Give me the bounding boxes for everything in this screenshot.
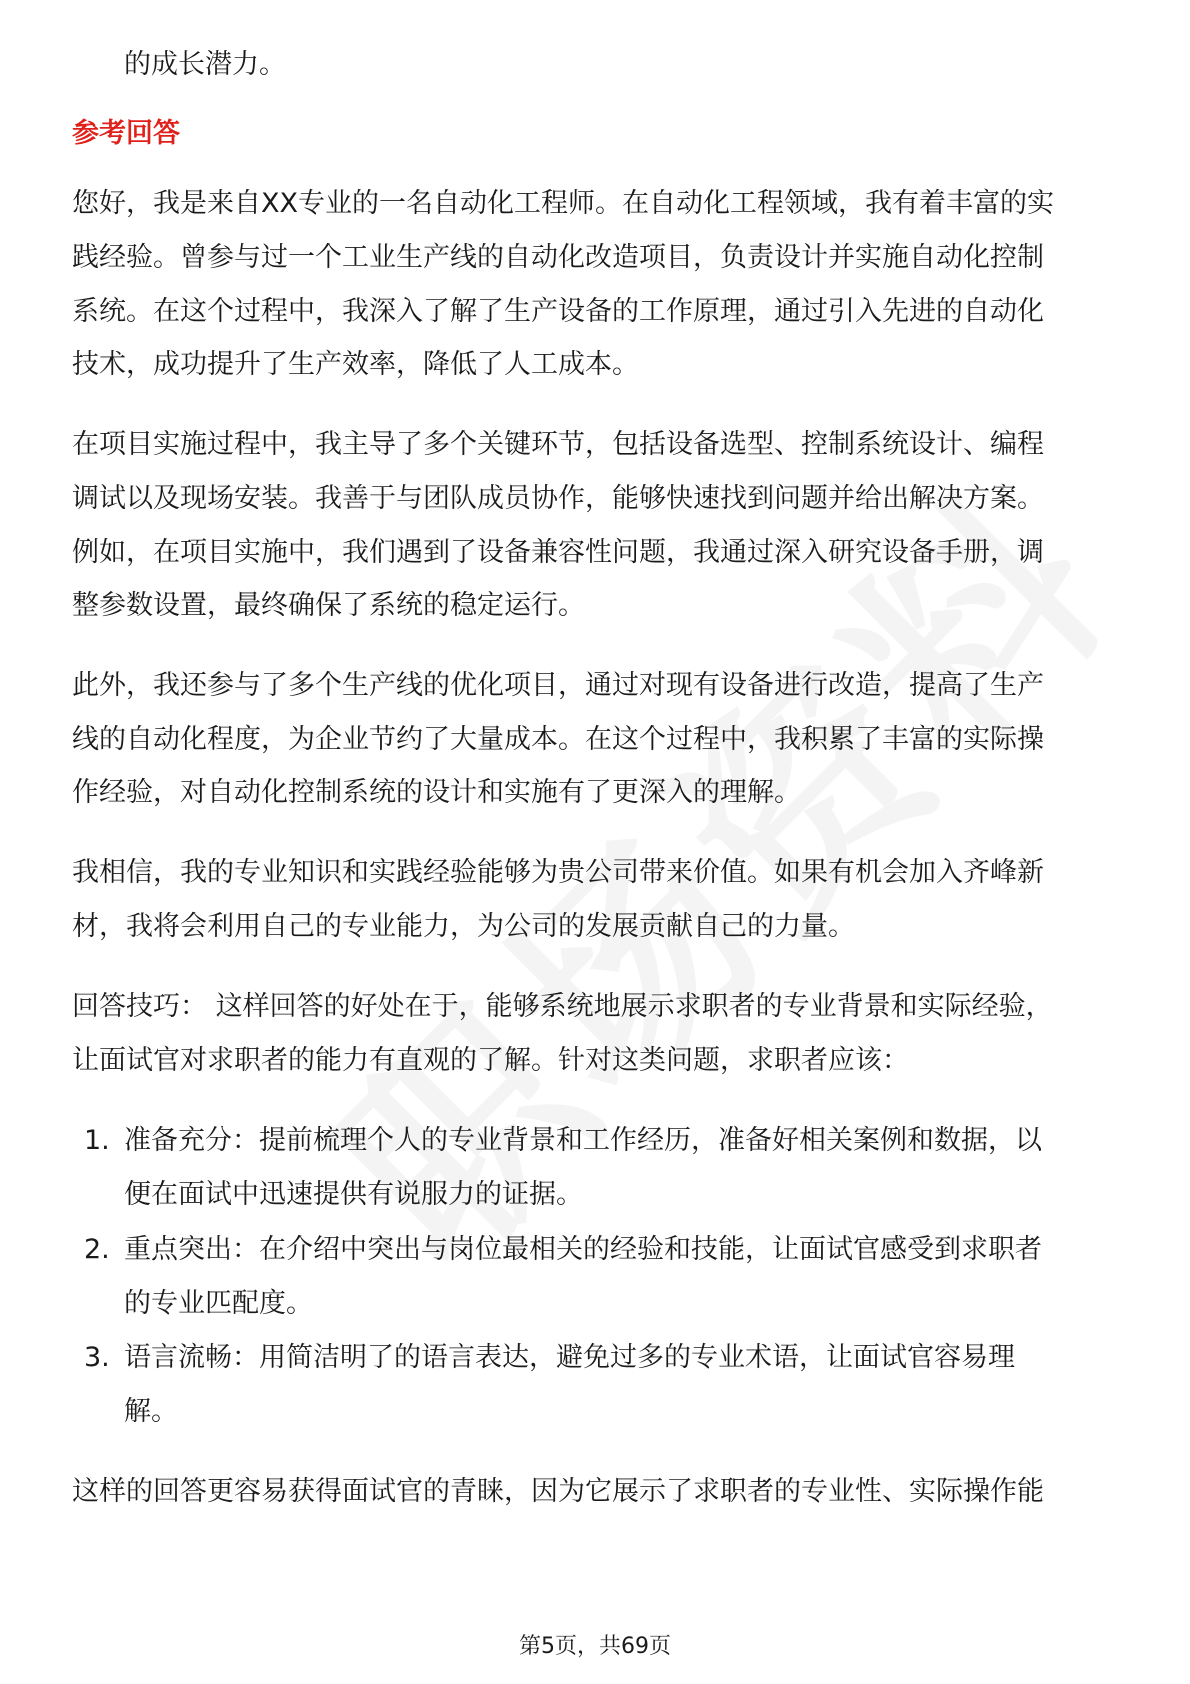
list-item-line: 解。 [124, 1396, 178, 1427]
paragraph-line: 材，我将会利用自己的专业能力，为公司的发展贡献自己的力量。 [72, 911, 855, 942]
list-item-line: 准备充分：提前梳理个人的专业背景和工作经历，准备好相关案例和数据，以 [124, 1125, 1042, 1156]
list-number: 2. [84, 1234, 110, 1265]
paragraph-line: 在项目实施过程中，我主导了多个关键环节，包括设备选型、控制系统设计、编程 [72, 429, 1044, 460]
section-heading: 参考回答 [72, 118, 180, 149]
paragraph-line: 线的自动化程度，为企业节约了大量成本。在这个过程中，我积累了丰富的实际操 [72, 724, 1044, 755]
closing-line: 这样的回答更容易获得面试官的青睐，因为它展示了求职者的专业性、实际操作能 [72, 1476, 1044, 1507]
list-number: 3. [84, 1342, 110, 1373]
paragraph-line: 调试以及现场安装。我善于与团队成员协作，能够快速找到问题并给出解决方案。 [72, 483, 1044, 514]
paragraph-line: 整参数设置，最终确保了系统的稳定运行。 [72, 590, 585, 621]
list-number: 1. [84, 1125, 110, 1156]
paragraph-line: 让面试官对求职者的能力有直观的了解。针对这类问题，求职者应该： [72, 1045, 909, 1076]
paragraph-line: 作经验，对自动化控制系统的设计和实施有了更深入的理解。 [72, 777, 801, 808]
page-number: 第5页，共69页 [519, 1634, 671, 1659]
paragraph-line: 系统。在这个过程中，我深入了解了生产设备的工作原理，通过引入先进的自动化 [72, 296, 1044, 327]
paragraph-line: 您好，我是来自XX专业的一名自动化工程师。在自动化工程领域，我有着丰富的实 [72, 188, 1054, 219]
paragraph-line: 我相信，我的专业知识和实践经验能够为贵公司带来价值。如果有机会加入齐峰新 [72, 857, 1044, 888]
list-item-line: 便在面试中迅速提供有说服力的证据。 [124, 1179, 583, 1210]
continuation-line: 的成长潜力。 [124, 49, 286, 80]
list-item-line: 语言流畅：用简洁明了的语言表达，避免过多的专业术语，让面试官容易理 [124, 1342, 1015, 1373]
paragraph-line: 技术，成功提升了生产效率，降低了人工成本。 [72, 349, 639, 380]
list-item-line: 的专业匹配度。 [124, 1288, 313, 1319]
paragraph-line: 例如，在项目实施中，我们遇到了设备兼容性问题，我通过深入研究设备手册，调 [72, 537, 1044, 568]
paragraph-line: 此外，我还参与了多个生产线的优化项目，通过对现有设备进行改造，提高了生产 [72, 670, 1044, 701]
paragraph-line: 回答技巧： 这样回答的好处在于，能够系统地展示求职者的专业背景和实际经验， [72, 991, 1053, 1022]
list-item-line: 重点突出：在介绍中突出与岗位最相关的经验和技能，让面试官感受到求职者 [124, 1234, 1042, 1265]
paragraph-line: 践经验。曾参与过一个工业生产线的自动化改造项目，负责设计并实施自动化控制 [72, 242, 1044, 273]
